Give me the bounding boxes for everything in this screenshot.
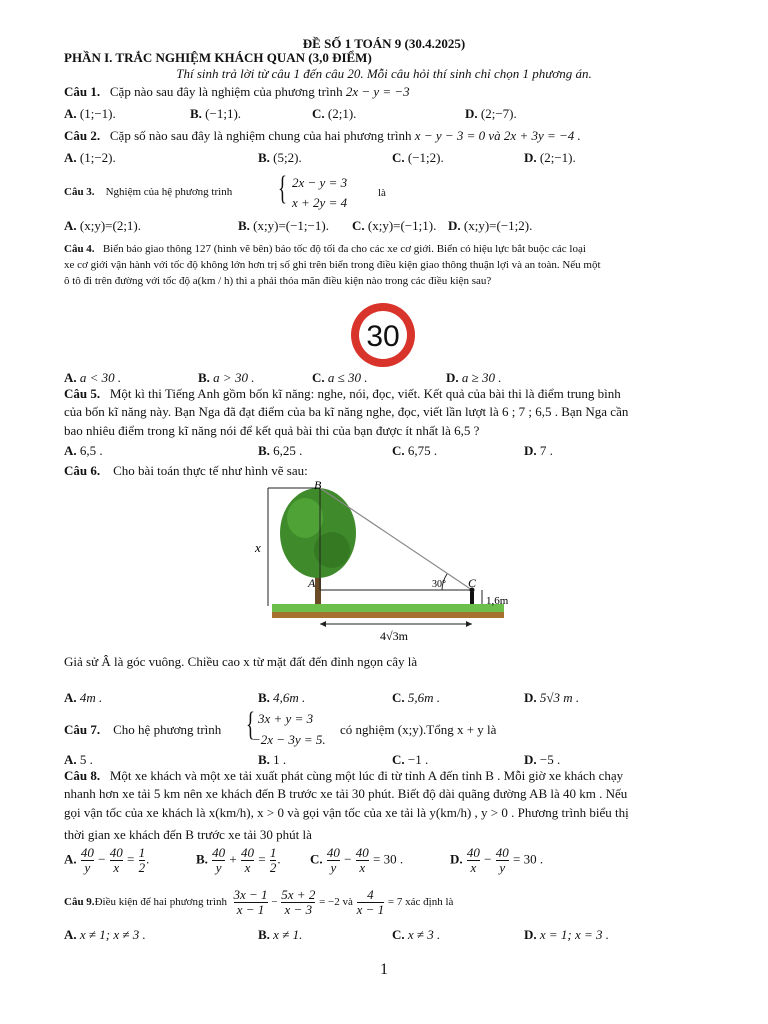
q2-option-d[interactable]: D. (2;−1). xyxy=(524,150,576,165)
q4-option-d[interactable]: D. a ≥ 30 . xyxy=(446,370,502,385)
sign-value: 30 xyxy=(366,320,400,353)
q7-system-eq2: −2x − 3y = 5. xyxy=(252,732,326,747)
exam-title: ĐỀ SỐ 1 TOÁN 9 (30.4.2025) xyxy=(302,36,466,51)
q1-option-b[interactable]: B. (−1;1). xyxy=(190,106,242,121)
q8-line1: Câu 8. Một xe khách và một xe tải xuất phát cùng một lúc đi từ tỉnh A đến tỉnh B . Mỗi giờ xe khách chạy xyxy=(64,768,624,783)
q4-line3: ô tô đi trên đường với tốc độ a(km / h) thì a phải thỏa mãn điều kiện nào trong các điều kiện sau? xyxy=(64,275,492,287)
q5-line2: của bốn kĩ năng này. Bạn Nga đã đạt điểm của ba kĩ năng nghe, đọc, viết lần lượt là 6 ; 7 ; 6,5 . Bạn Nga cần xyxy=(64,404,629,419)
q7-option-a[interactable]: A. 5 . xyxy=(64,752,93,767)
tree-crown xyxy=(280,488,356,578)
q3-option-c[interactable]: C. (x;y)=(−1;1). xyxy=(352,218,437,233)
q1-equation: 2x − y = −3 xyxy=(345,84,410,99)
q6-option-d[interactable]: D. 5√3 m . xyxy=(524,690,580,705)
q6-option-c[interactable]: C. 5,6m . xyxy=(392,690,441,705)
q8-option-d[interactable]: D. $\frac{40}{x}$ − $\frac{40}{y}$ = 30 . xyxy=(450,845,544,875)
page-number: 1 xyxy=(380,961,388,978)
q2-stem: Câu 2. Cặp số nào sau đây là nghiệm chung của hai phương trình x − y − 3 = 0 và 2x + 3y = −4 . xyxy=(64,128,581,143)
q4-line2: xe cơ giới vận hành với tốc độ không lớn hơn trị số ghi trên biển trong điều kiện giao thông thuận lợi và an toàn. Nếu một xyxy=(64,259,601,271)
q3-brace: { xyxy=(278,170,287,207)
q2-option-a[interactable]: A. (1;−2). xyxy=(64,150,116,165)
q6-figure xyxy=(250,478,515,646)
q7-brace: { xyxy=(246,706,255,743)
q9-option-b[interactable]: B. x ≠ 1. xyxy=(258,927,303,942)
q8-option-a[interactable]: A. $\frac{40}{y}$ − $\frac{40}{x}$ = $\frac{1}{2}$ . xyxy=(64,845,150,875)
q9-option-a[interactable]: A. x ≠ 1; x ≠ 3 . xyxy=(64,927,146,942)
q6-after: Giả sử Â là góc vuông. Chiều cao x từ mặt đất đến đỉnh ngọn cây là xyxy=(64,654,418,669)
q7-system-eq1: 3x + y = 3 xyxy=(258,711,314,726)
q3-option-a[interactable]: A. (x;y)=(2;1). xyxy=(64,218,142,233)
q7-option-d[interactable]: D. −5 . xyxy=(524,752,561,767)
label-c: C xyxy=(468,576,477,590)
q6-option-b[interactable]: B. 4,6m . xyxy=(258,690,306,705)
q1-stem xyxy=(64,84,728,100)
q3-system-eq2: x + 2y = 4 xyxy=(292,195,348,210)
q1-label: Câu 1. xyxy=(64,84,101,99)
q4-line1: Câu 4. Biển báo giao thông 127 (hình vẽ bên) báo tốc độ tối đa cho các xe cơ giới. Biển có hiệu lực bắt buộc các loại xyxy=(64,243,586,255)
q8-option-b[interactable]: B. $\frac{40}{y}$ + $\frac{40}{x}$ = $\frac{1}{2}$ . xyxy=(196,845,281,875)
q7-stem: Câu 7. Cho hệ phương trình xyxy=(64,722,222,737)
label-height: 1,6m xyxy=(486,595,509,607)
q1-option-a[interactable]: A. (1;−1). xyxy=(64,106,116,121)
q1-option-d[interactable]: D. (2;−7). xyxy=(465,106,517,121)
q8-line2: nhanh hơn xe tải 5 km nên xe khách đến B trước xe tải 30 phút. Biết độ dài quãng đường AB là 40 km . Nếu xyxy=(64,786,628,801)
q1-option-c[interactable]: C. (2;1). xyxy=(312,106,357,121)
label-base: 4√3m xyxy=(380,629,408,643)
q8-line4: thời gian xe khách đến B trước xe tải 30 phút là xyxy=(64,827,312,842)
q7-tail: có nghiệm (x;y).Tổng x + y là xyxy=(340,722,497,737)
q5-line3: bao nhiêu điểm trong kĩ năng nói để kết quả bài thi của bạn được ít nhất là 6,5 ? xyxy=(64,423,480,438)
label-a: A xyxy=(308,576,316,590)
q5-line1: Câu 5. Một kì thi Tiếng Anh gồm bốn kĩ năng: nghe, nói, đọc, viết. Kết quả của bài thi là điểm trung bình xyxy=(64,386,621,401)
q2-option-c[interactable]: C. (−1;2). xyxy=(392,150,444,165)
q5-option-c[interactable]: C. 6,75 . xyxy=(392,443,438,458)
q5-option-d[interactable]: D. 7 . xyxy=(524,443,553,458)
q3-system-eq1: 2x − y = 3 xyxy=(292,175,348,190)
q3-option-d[interactable]: D. (x;y)=(−1;2). xyxy=(448,218,533,233)
q1-text: Cặp nào sau đây là nghiệm của phương trình xyxy=(109,84,343,99)
label-angle: 30° xyxy=(432,579,446,590)
q9-option-c[interactable]: C. x ≠ 3 . xyxy=(392,927,441,942)
label-b: B xyxy=(314,478,322,492)
q6-option-a[interactable]: A. 4m . xyxy=(64,690,103,705)
part-heading: PHẦN I. TRẮC NGHIỆM KHÁCH QUAN (3,0 ĐIỂM) xyxy=(64,50,372,65)
q5-option-b[interactable]: B. 6,25 . xyxy=(258,443,303,458)
ground-strip xyxy=(272,612,504,618)
label-x: x xyxy=(255,540,261,555)
q2-option-b[interactable]: B. (5;2). xyxy=(258,150,302,165)
speed-limit-sign xyxy=(348,300,418,370)
q9-option-d[interactable]: D. x = 1; x = 3 . xyxy=(524,927,610,942)
q3-option-b[interactable]: B. (x;y)=(−1;−1). xyxy=(238,218,329,233)
q8-option-c[interactable]: C. $\frac{40}{y}$ − $\frac{40}{x}$ = 30 . xyxy=(310,845,404,875)
q4-option-c[interactable]: C. a ≤ 30 . xyxy=(312,370,368,385)
q7-option-b[interactable]: B. 1 . xyxy=(258,752,287,767)
q9-stem: Câu 9.Điều kiện để hai phương trình $\frac{3x - 1}{x - 1}$ − $\frac{5x + 2}{x - 3}$ = −2 và $\frac{4}{x - 1}$ = 7 xác định là xyxy=(64,887,454,917)
q3-tail: là xyxy=(378,187,386,199)
q4-option-b[interactable]: B. a > 30 . xyxy=(198,370,255,385)
q7-option-c[interactable]: C. −1 . xyxy=(392,752,429,767)
grass-strip xyxy=(272,604,504,612)
observer-figure xyxy=(470,592,474,606)
q5-option-a[interactable]: A. 6,5 . xyxy=(64,443,103,458)
q6-stem: Câu 6. Cho bài toán thực tế như hình vẽ sau: xyxy=(64,463,308,478)
q8-line3: gọi vận tốc của xe khách là x(km/h), x > 0 và gọi vận tốc của xe tải là y(km/h) , y > 0 . Phương trình biểu thị xyxy=(64,805,629,820)
instruction: Thí sinh trả lời từ câu 1 đến câu 20. Mỗi câu hỏi thí sinh chỉ chọn 1 phương án. xyxy=(176,66,592,81)
q4-option-a[interactable]: A. a < 30 . xyxy=(64,370,122,385)
q3-stem: Câu 3. Nghiệm của hệ phương trình xyxy=(64,186,233,198)
